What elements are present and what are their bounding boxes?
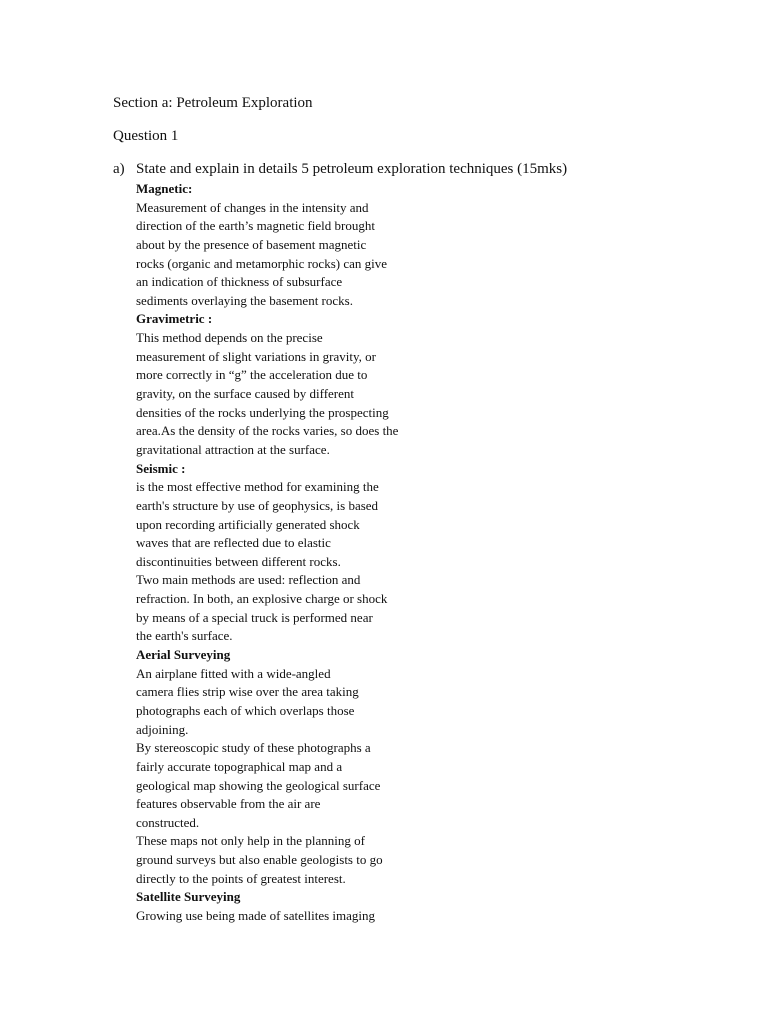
answer-line: By stereoscopic study of these photographs a <box>136 740 371 756</box>
answer-line: photographs each of which overlaps those <box>136 702 355 718</box>
answer-line: Growing use being made of satellites imaging <box>136 907 376 923</box>
answer-line: gravity, on the surface caused by different <box>136 386 355 402</box>
answer-line: sediments overlaying the basement rocks. <box>136 292 353 308</box>
answer-line: refraction. In both, an explosive charge or shock <box>136 591 388 607</box>
section-title: Section a: Petroleum Exploration <box>113 95 313 111</box>
answer-line: by means of a special truck is performed near <box>136 609 373 625</box>
answer-line: gravitational attraction at the surface. <box>136 441 330 457</box>
answer-body <box>136 180 456 926</box>
answer-line: measurement of slight variations in gravity, or <box>136 348 376 364</box>
answer-line: rocks (organic and metamorphic rocks) can give <box>136 255 387 271</box>
answer-line: ground surveys but also enable geologists to go <box>136 852 383 868</box>
technique-heading: Satellite Surveying <box>136 889 241 905</box>
item-marker: a) <box>113 161 125 177</box>
answer-line: about by the presence of basement magnetic <box>136 236 367 252</box>
technique-heading: Magnetic: <box>136 181 193 196</box>
answer-line: This method depends on the precise <box>136 330 323 346</box>
answer-line: an indication of thickness of subsurface <box>136 274 343 290</box>
answer-line: waves that are reflected due to elastic <box>136 535 331 551</box>
answer-line: These maps not only help in the planning of <box>136 833 365 849</box>
answer-line: features observable from the air are <box>136 796 321 812</box>
answer-line: discontinuities between different rocks. <box>136 553 341 569</box>
item-prompt: State and explain in details 5 petroleum exploration techniques (15mks) <box>136 161 568 177</box>
answer-line: camera flies strip wise over the area taking <box>136 684 359 700</box>
answer-line: Two main methods are used: reflection and <box>136 572 361 588</box>
answer-line: adjoining. <box>136 721 189 737</box>
question-title: Question 1 <box>113 128 179 144</box>
answer-line: directly to the points of greatest interest. <box>136 870 346 886</box>
technique-heading: Gravimetric : <box>136 311 213 327</box>
technique-heading: Aerial Surveying <box>136 647 231 663</box>
answer-line: upon recording artificially generated shock <box>136 516 360 532</box>
answer-line: Measurement of changes in the intensity and <box>136 199 369 215</box>
answer-line: the earth's surface. <box>136 628 233 644</box>
answer-line: more correctly in “g” the acceleration due to <box>136 367 368 383</box>
answer-line: densities of the rocks underlying the prospecting <box>136 404 389 420</box>
answer-line: An airplane fitted with a wide-angled <box>136 665 331 681</box>
answer-line: geological map showing the geological surface <box>136 777 381 793</box>
answer-line: constructed. <box>136 814 200 830</box>
technique-heading: Seismic : <box>136 460 186 476</box>
answer-line: fairly accurate topographical map and a <box>136 758 343 774</box>
answer-line: direction of the earth’s magnetic field brought <box>136 218 375 234</box>
answer-line: earth's structure by use of geophysics, is based <box>136 497 379 513</box>
answer-line: is the most effective method for examining the <box>136 479 379 495</box>
answer-line: area.As the density of the rocks varies, so does the <box>136 423 399 439</box>
